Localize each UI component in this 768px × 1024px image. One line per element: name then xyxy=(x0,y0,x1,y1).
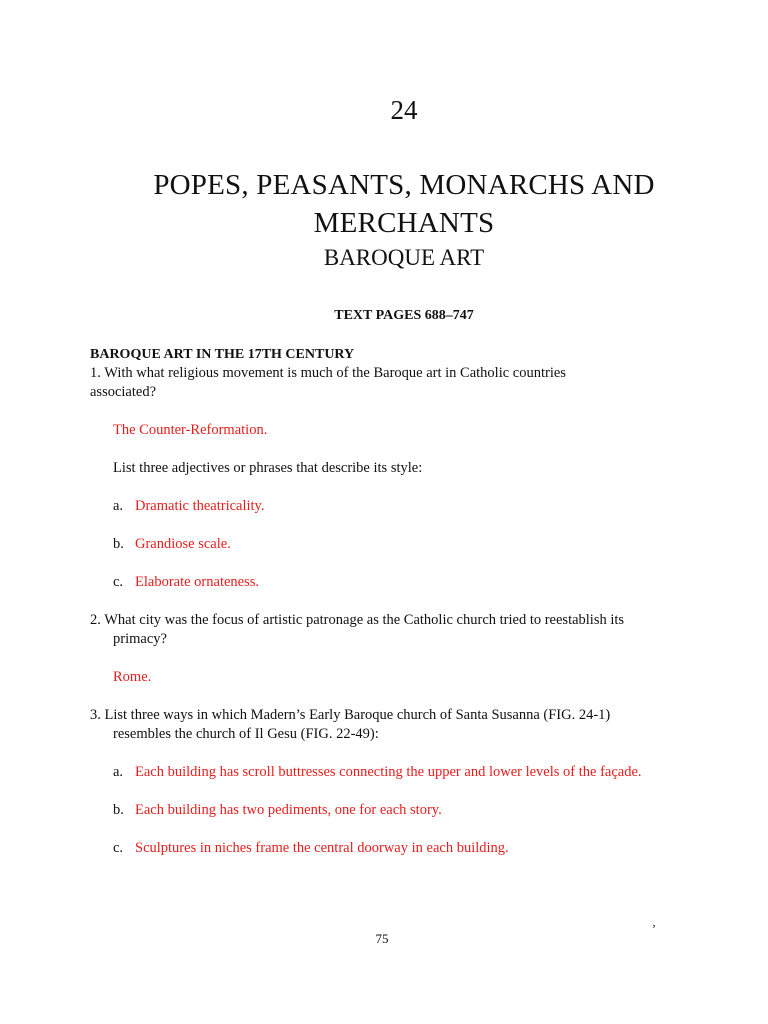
list-item xyxy=(113,839,670,858)
question-1-prompt: List three adjectives or phrases that describe its style: xyxy=(113,460,423,476)
list-item xyxy=(113,763,670,782)
section-heading: BAROQUE ART IN THE 17TH CENTURY xyxy=(90,347,355,362)
list-answer: Elaborate ornateness. xyxy=(135,574,260,590)
list-marker: a. xyxy=(113,764,124,780)
list-answer: Grandiose scale. xyxy=(135,536,231,552)
worksheet-content xyxy=(90,345,670,858)
text-pages-label: TEXT PAGES 688–747 xyxy=(334,308,474,323)
list-marker: c. xyxy=(113,840,124,856)
question-2 xyxy=(90,611,670,687)
chapter-number: 24 xyxy=(390,95,418,125)
list-answer: Dramatic theatricality. xyxy=(135,498,265,514)
page-number: 75 xyxy=(375,931,389,946)
list-item xyxy=(113,573,670,592)
list-marker: b. xyxy=(113,536,124,552)
chapter-title xyxy=(0,166,768,242)
chapter-title-line-2: MERCHANTS xyxy=(313,207,495,239)
list-answer: Each building has two pediments, one for each story. xyxy=(135,802,442,818)
list-marker: c. xyxy=(113,574,124,590)
question-1 xyxy=(90,364,670,592)
list-item xyxy=(113,801,670,820)
question-1-line-1: 1. With what religious movement is much of the Baroque art in Catholic countries xyxy=(90,365,566,381)
question-2-text: 2. What city was the focus of artistic patronage as the Catholic church tried to reestablish its primacy? xyxy=(90,612,625,647)
question-1-line-2: associated? xyxy=(90,384,157,400)
stray-mark: ʼ xyxy=(652,922,656,936)
list-answer: Each building has scroll buttresses connecting the upper and lower levels of the façade. xyxy=(135,764,642,780)
list-item xyxy=(113,535,670,554)
list-marker: b. xyxy=(113,802,124,818)
question-3-text: 3. List three ways in which Madern’s Early Baroque church of Santa Susanna (FIG. 24-1) resembles the church of Il Gesu (FIG. 22-49): xyxy=(90,707,611,742)
question-1-answer: The Counter-Reformation. xyxy=(113,422,268,438)
list-item xyxy=(113,497,670,516)
question-2-answer: Rome. xyxy=(113,669,152,685)
chapter-subtitle: BAROQUE ART xyxy=(323,245,485,270)
question-3 xyxy=(90,706,670,858)
list-answer: Sculptures in niches frame the central doorway in each building. xyxy=(135,840,509,856)
chapter-title-line-1: POPES, PEASANTS, MONARCHS AND xyxy=(153,169,655,201)
list-marker: a. xyxy=(113,498,124,514)
